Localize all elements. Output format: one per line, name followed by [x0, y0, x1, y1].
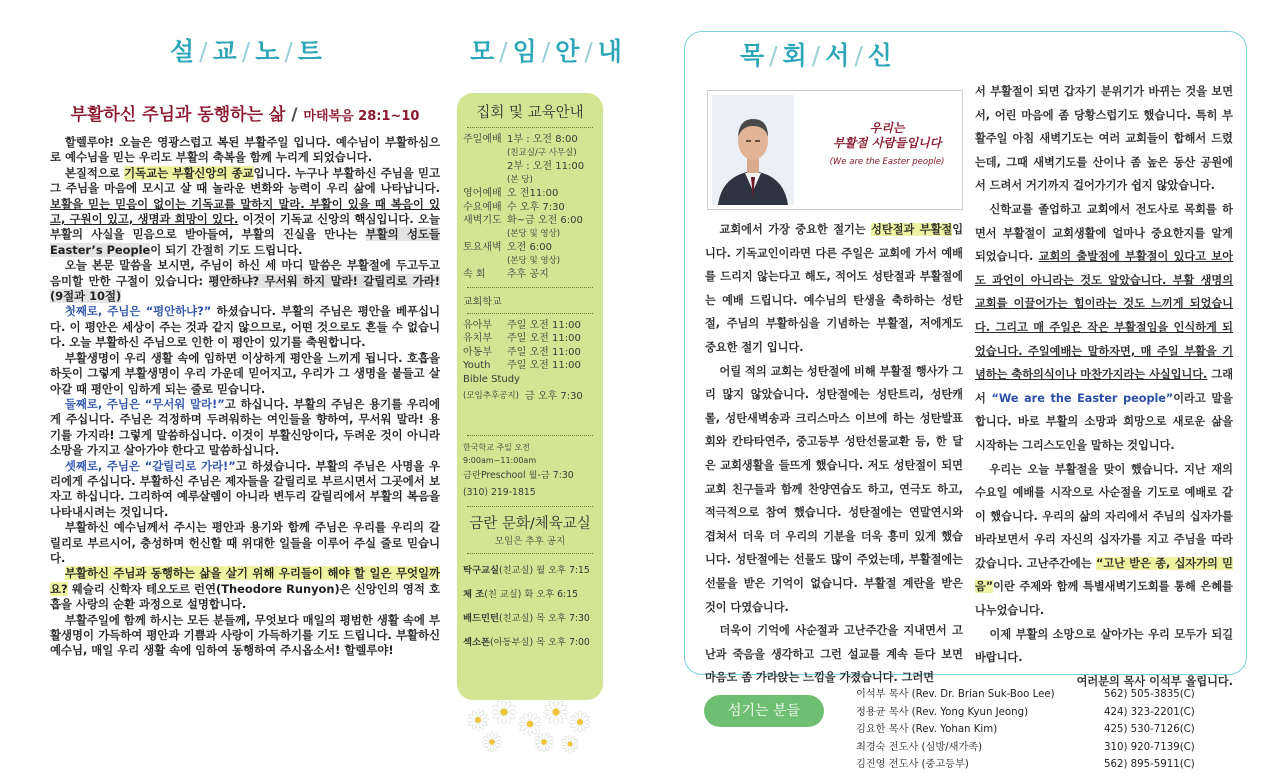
preschool-phone: (310) 219-1815	[463, 486, 536, 498]
service-row-label: 새벽기도	[463, 215, 502, 226]
service-row-label: 수요예배	[463, 201, 502, 213]
school-row-label: Youth	[463, 360, 491, 371]
school-row-value: 주일 오전 11:00	[507, 360, 581, 371]
meeting-header-char: 내	[597, 37, 623, 66]
service-row-value: 수 오후 7:30	[507, 201, 565, 213]
service-row	[463, 147, 597, 161]
service-row-value: 오전 6:00	[507, 242, 552, 253]
divider	[467, 313, 593, 314]
service-row	[463, 228, 597, 242]
divider	[467, 127, 593, 128]
culture-name: 탁구교실	[463, 564, 499, 576]
staff-phone: 562) 505-3835(C)	[1104, 689, 1195, 700]
service-row-value: (본당 및 영상)	[507, 228, 561, 239]
culture-row	[463, 631, 597, 655]
service-row-label: 토요새벽	[463, 242, 502, 253]
service-row-value: 1부 : 오전 8:00	[507, 134, 578, 145]
service-row	[463, 133, 597, 147]
culture-title: 금란 문화/체육교실	[469, 515, 591, 532]
header-separator: /	[769, 41, 779, 70]
sermon-text: 하셨습니다. 부활의 주님은 평안을 베푸십니다. 이 평안은 세상이 주는 것과 같지 않으므로, 어떤 것으로도 흔들 수 없습니다. 오늘 부활하신 주님으로 인한 이 평안이 있기를 축원합니다.	[50, 304, 440, 350]
culture-time: 화 오후 6:15	[521, 588, 579, 600]
easter-motto	[812, 121, 962, 170]
culture-name: 체 조	[463, 588, 485, 600]
korean-school: 한국학교 주일 오전 9:00am~11:00am	[463, 442, 537, 465]
letter-paragraph	[705, 218, 963, 360]
sermon-body	[50, 135, 440, 659]
service-row	[463, 214, 597, 228]
school-row	[463, 319, 597, 333]
sermon-notes	[50, 100, 440, 770]
header-separator: /	[499, 37, 509, 66]
school-row-value: 주일 오전 11:00	[507, 346, 581, 358]
service-row-label	[463, 147, 507, 161]
staff-row	[856, 686, 1236, 704]
service-row	[463, 241, 597, 255]
header-separator: /	[854, 41, 864, 70]
divider	[467, 506, 593, 507]
divider	[467, 435, 593, 436]
service-row-label: 영어예배	[463, 188, 502, 199]
staff-phone: 562) 895-5911(C)	[1104, 759, 1195, 770]
letter-header-char: 목	[740, 41, 766, 70]
sermon-text: 부활의 성도들 Easter’s People	[50, 227, 440, 257]
meeting-header-char: 임	[512, 37, 538, 66]
sermon-text: 둘째로, 주님은 “무서워 말라!”	[64, 396, 225, 411]
culture-place: (친 교실)	[484, 588, 522, 600]
service-row-label: 속 회	[463, 269, 486, 280]
staff-badge: 섬기는 분들	[704, 695, 824, 727]
staff-list	[856, 686, 1236, 774]
service-row	[463, 160, 597, 174]
sermon-paragraph	[50, 166, 440, 258]
staff-name: 김요한 목사 (Rev. Yohan Kim)	[856, 724, 998, 735]
letter-paragraph	[975, 623, 1233, 670]
sermon-text: 본질적으로	[64, 165, 125, 180]
culture-row	[463, 607, 597, 631]
sermon-text: 이것이 기독교 신앙의 핵심입니다. 오늘 부활의 사실을 믿음으로 받아들여, 부활의 진실을 만나는	[50, 212, 440, 242]
culture-name: 배드민턴	[463, 612, 499, 624]
sermon-text: 부활하신 예수님께서 주시는 평안과 용기와 함께 주님은 우리를 우리의 갈릴리로 부르시어, 충성하며 헌신할 때 위대한 일들을 이루어 주실 줄로 믿습니다.	[50, 520, 440, 565]
sermon-title	[50, 100, 440, 125]
daisy-icon	[543, 699, 568, 724]
sermon-text: 고 하십니다. 부활의 주님은 용기를 우리에게 주십니다. 주님은 걱정하며 두려워하는 여인들을 향하여, 무서워 말라! 용기를 가지라! 그렇게 말씀하십니다. 이것이 부활신앙이다, 두려운 것이 아니라 소망을 가지고 살아가야 한다고 말씀하십니다.	[50, 396, 440, 458]
daisy-icon	[518, 712, 541, 735]
meeting-header	[470, 32, 623, 68]
service-row-label	[463, 228, 507, 242]
daisy-icon	[491, 699, 516, 724]
letter-text: 더욱이 기억에 사순절과 고난주간을 지내면서 고난과 죽음을 생각하고 그런 설교를 계속 듣다 보면 마음도 좀 가라앉는 느낌을 가졌습니다. 그러면	[705, 624, 963, 685]
service-row-value: (본 당)	[507, 174, 533, 185]
school-row-label: 아동부	[463, 346, 492, 358]
divider	[467, 553, 593, 554]
sermon-paragraph	[50, 304, 440, 350]
service-row	[463, 268, 597, 282]
staff-name: 김진영 전도사 (중고등부)	[856, 759, 969, 770]
letter-header-char: 신	[867, 41, 893, 70]
staff-name: 이석부 목사 (Rev. Dr. Brian Suk-Boo Lee)	[856, 689, 1055, 700]
service-row-value: 화~금 오전 6:00	[507, 215, 583, 226]
staff-phone: 425) 530-7126(C)	[1104, 724, 1195, 735]
school-row	[463, 332, 597, 346]
meeting-title: 집회 및 교육안내	[476, 105, 584, 121]
sermon-text: 부활하신 주님과 동행하는 삶을 살기 위해 우리들이 해야 할 일은 무엇일까요?	[50, 566, 440, 596]
scripture-reference: 마태복음 28:1~10	[303, 109, 420, 124]
service-row-label: 주일예배	[463, 134, 502, 145]
school-row	[463, 359, 597, 373]
culture-row	[463, 583, 597, 607]
letter-paragraph	[975, 80, 1233, 198]
sermon-paragraph	[50, 613, 440, 659]
letter-text: 이라고 말을 합니다. 바로 부활의 소망과 희망으로 새로운 삶을 시작하는 그리스도인을 말하는 것입니다.	[975, 391, 1233, 452]
church-school-schedule	[463, 319, 597, 373]
letter-paragraph	[975, 458, 1233, 623]
staff-row	[856, 739, 1236, 757]
pastor-photo-box	[707, 90, 963, 210]
service-row-value: 2부 : 오전 11:00	[507, 161, 585, 172]
church-school-title: 교회학교	[463, 296, 502, 308]
motto-english: (We are the Easter people)	[829, 157, 945, 167]
header-separator: /	[541, 37, 552, 66]
sermon-paragraph	[50, 258, 440, 304]
sermon-text: 평안하냐? 무서워 하지 말라! 갈릴리로 가라! (9절과 10절)	[50, 273, 440, 304]
service-schedule	[463, 133, 597, 282]
bible-study-row: (모임추후공지) 금 오후 7:30	[463, 391, 583, 402]
service-row-value: (친교실/구 사무실)	[507, 147, 577, 158]
header-separator: /	[584, 37, 594, 66]
sermon-text: 셋째로, 주님은 “갈릴리로 가라!”	[64, 458, 236, 473]
pastor-letter	[684, 31, 1247, 688]
letter-text: 이제 부활의 소망으로 살아가는 우리 모두가 되길 바랍니다.	[975, 627, 1233, 665]
staff-phone: 310) 920-7139(C)	[1104, 741, 1195, 753]
sermon-text: 입니다. 누구나 부활하신 주님을 믿고 그 주님을 마음에 모시고 살 때 놀라운 변화와 능력이 우리 삶에 나타납니다.	[50, 165, 440, 196]
daisy-icon	[467, 709, 488, 730]
letter-signature: 여러분의 목사 이석부 올립니다.	[1076, 674, 1233, 688]
service-row	[463, 187, 597, 201]
culture-schedule	[463, 559, 597, 655]
letter-paragraph	[975, 198, 1233, 458]
letter-text: “고난 받은 종, 십자가의 믿음”	[975, 556, 1233, 594]
culture-place: (친교실)	[498, 564, 534, 576]
letter-text: 입니다. 기독교인이라면 다른 주일은 교회에 가서 예배를 드리지 않는다고 해도, 적어도 성탄절과 부활절에는 예배 드립니다. 예수님의 탄생을 축하하는 성탄절, 주님의 부활하심을 기념하는 부활절, 저에게도 중요한 절기 입니다.	[705, 223, 964, 354]
service-row-label	[463, 174, 507, 188]
sermon-text: 기독교는 부활신앙의 종교	[124, 165, 254, 180]
staff-row	[856, 704, 1236, 722]
service-row-value: 오 전11:00	[507, 188, 559, 199]
sermon-text: 첫째로, 주님은 “평안하냐?”	[64, 304, 212, 319]
sermon-text: 보활을 믿는 믿음이 없이는 기독교를 말하지 말라. 부활이 있을 때 복음이 있고, 구원이 있고, 생명과 희망이 있다.	[50, 196, 440, 227]
letter-text: 성탄절과 부활절	[871, 223, 953, 236]
sermon-paragraph	[50, 520, 440, 566]
culture-place: (친교실)	[498, 612, 534, 624]
letter-text: 어릴 적의 교회는 성탄절에 비해 부활절 행사가 그리 많지 않았습니다. 성탄절에는 성탄트리, 성탄캐롤, 성탄새벽송과 크리스마스 이브에 하는 성탄발표회와 칸타타연주, 중고등부 성탄선물교환 등, 한 달은 교회생활을 들뜨게 했습니다. 저도 성탄절이 되면 교회 친구들과 함께 찬양연습도 하고, 연극도 하고, 적극적으로 참여 했습니다. 성탄절에는 연말연시와 겹쳐서 더욱 더 우리의 기분을 더욱 흥미 있게 했습니다. 성탄절에는 선물도 많이 주었는데, 부활절에는 선물을 받은 기억이 없습니다. 부활절 계란을 받은 것이 다였습니다.	[705, 364, 963, 614]
service-row	[463, 201, 597, 215]
school-row-value: 주일 오전 11:00	[507, 333, 581, 344]
daisy-icon	[561, 735, 578, 752]
sermon-header-char: 트	[297, 37, 323, 66]
culture-name: 섹소폰	[463, 636, 490, 648]
culture-place: (아동부실)	[489, 636, 534, 648]
letter-text: 우리는 오늘 부활절을 맞이 했습니다. 지난 재의 수요일 예배를 시작으로 사순절을 기도로 예배로 같이 했습니다. 우리의 삶의 자리에서 주님의 십자가를 바라보면서 우리 자신의 십자가를 지고 주님을 따라 갔습니다. 고난주간에는	[975, 462, 1233, 570]
letter-text: 그래서	[975, 368, 1234, 405]
motto-line-2: 부활절 사람들입니다	[832, 136, 942, 150]
sermon-text: 부활주일에 함께 하시는 모든 분들께, 무엇보다 매일의 평범한 생활 속에 부활생명이 가득하여 평안과 기쁨과 사랑이 가득하기를 기도 드립니다. 부활하신 예수님, 매일 우리 생활 속에 임하여 동행하여 주시옵소서! 할렐루야!	[50, 612, 440, 658]
header-separator: /	[199, 37, 209, 66]
meeting-info-panel	[457, 93, 603, 700]
sermon-text: 이 되기 간절히 기도 드립니다.	[150, 242, 303, 257]
staff-phone: 424) 323-2201(C)	[1104, 706, 1195, 718]
service-row	[463, 174, 597, 188]
culture-row	[463, 559, 597, 583]
letter-column-1	[705, 218, 963, 690]
header-separator: /	[241, 37, 252, 66]
daisy-flowers-decoration	[460, 690, 600, 760]
header-separator: /	[811, 41, 822, 70]
staff-row	[856, 756, 1236, 774]
letter-text: 신학교를 졸업하고 교회에서 전도사로 목회를 하면서 부활절이 교회생활에 얼마나 중요한지를 알게 되었습니다.	[975, 202, 1233, 264]
motto-line-1: 우리는	[869, 121, 905, 135]
sermon-text: 고 하셨습니다. 부활의 주님은 사명을 우리에게 주십니다. 부활하신 주님은 제자들을 갈릴리로 부르시면서 그곳에서 보자고 하십니다. 그리하여 예루살렘이 아니라 변두리 갈릴리에서 부활의 복음을 나타내시려는 것입니다.	[50, 458, 440, 519]
culture-time: 목 오후 7:30	[533, 612, 590, 624]
service-row-label	[463, 255, 507, 269]
preschool: 금란Preschool 월-금 7:30	[463, 469, 574, 481]
sermon-paragraph	[50, 397, 440, 459]
letter-header-char: 서	[825, 41, 851, 70]
staff-row	[856, 721, 1236, 739]
service-row-label	[463, 160, 507, 174]
sermon-header-char: 교	[212, 37, 238, 66]
sermon-text: 오늘 본문 말씀을 보시면, 주님이 하신 세 마디 말씀은 부활절에 두고두고 음미할 만한 구절이 있습니다:	[50, 258, 440, 288]
letter-text: “We are the Easter people”	[991, 391, 1174, 405]
sermon-paragraph	[50, 566, 440, 612]
meeting-header-char: 모	[470, 37, 496, 66]
pastor-photo	[712, 95, 794, 205]
daisy-icon	[569, 711, 590, 732]
sermon-title-text: 부활하신 주님과 동행하는 삶	[70, 105, 286, 125]
daisy-icon	[534, 732, 553, 751]
letter-header-char: 회	[782, 41, 808, 70]
service-row-value: 추후 공지	[507, 269, 549, 280]
service-row	[463, 255, 597, 269]
school-row-label: 유아부	[463, 319, 492, 331]
culture-time: 월 오후 7:15	[533, 564, 590, 576]
sermon-paragraph	[50, 351, 440, 397]
service-row-value: (본당 및 영상)	[507, 255, 561, 266]
sermon-text: 할렐루야! 오늘은 영광스럽고 복된 부활주일 입니다. 예수님이 부활하심으로 예수님을 믿는 우리도 부활의 축복을 함께 누리게 되었습니다.	[50, 135, 440, 165]
school-row-value: 주일 오전 11:00	[507, 319, 581, 331]
culture-subtitle: 모임은 추후 공지	[494, 535, 566, 547]
sermon-paragraph	[50, 135, 440, 166]
letter-column-2	[975, 80, 1233, 693]
sermon-text: 부활생명이 우리 생활 속에 임하면 이상하게 평안을 느끼게 됩니다. 호흡을 하듯이 그렇게 부활생명이 우리 가운데 믿어지고, 우리가 그 생명을 붙들고 살아갈 때 평안이 임하게 되는 줄로 믿습니다.	[50, 350, 440, 396]
letter-paragraph	[705, 619, 963, 690]
bible-study-title: Bible Study	[463, 373, 520, 385]
school-row-label: 유치부	[463, 333, 492, 344]
staff-name: 최경숙 전도사 (심방/새가족)	[856, 741, 983, 753]
letter-text: 이란 주제와 함께 특별새벽기도회를 통해 은혜를 나누었습니다.	[975, 580, 1233, 618]
letter-text: 서 부활절이 되면 갑자기 분위기가 바뀌는 것을 보면서, 어린 마음에 좀 당황스럽기도 했습니다. 특히 부활주일 아침 새벽기도는 여러 교회들이 합해서 드렸는데, 그때 새벽기도를 산이나 좀 높은 동산 공원에서 드려서 거기까지 걸어가기가 쉽지 않았습니다.	[975, 85, 1233, 193]
letter-paragraph	[705, 360, 963, 620]
sermon-paragraph	[50, 459, 440, 521]
sermon-header	[170, 32, 323, 68]
culture-time: 목 오후 7:00	[533, 636, 590, 648]
school-row	[463, 346, 597, 360]
sermon-header-char: 노	[255, 37, 281, 66]
sermon-text: 웨슬리 신학자 테오도르 런연(Theodore Runyon)은 신앙인의 영적 호흡을 사랑의 순환 과정으로 설명합니다.	[50, 581, 440, 612]
daisy-icon	[482, 732, 501, 751]
header-separator: /	[284, 37, 294, 66]
staff-name: 정용균 목사 (Rev. Yong Kyun Jeong)	[856, 706, 1029, 718]
divider	[467, 287, 593, 288]
title-separator: /	[291, 105, 298, 125]
letter-text: 교회의 출발점에 부활절이 있다고 보아도 과언이 아니라는 것도 알았습니다. 부활 생명의 교회를 이끌어가는 힘이라는 것도 느끼게 되었습니다. 그리고 매 주일은 작은 부활절임을 인식하게 되었습니다. 주일예배는 말하자면, 매 주일 부활을 기념하는 축하의식이나 마찬가지라는 사실입니다.	[975, 250, 1234, 382]
sermon-header-char: 설	[170, 37, 196, 66]
meeting-header-char: 안	[555, 37, 581, 66]
letter-text: 교회에서 가장 중요한 절기는	[719, 223, 872, 236]
